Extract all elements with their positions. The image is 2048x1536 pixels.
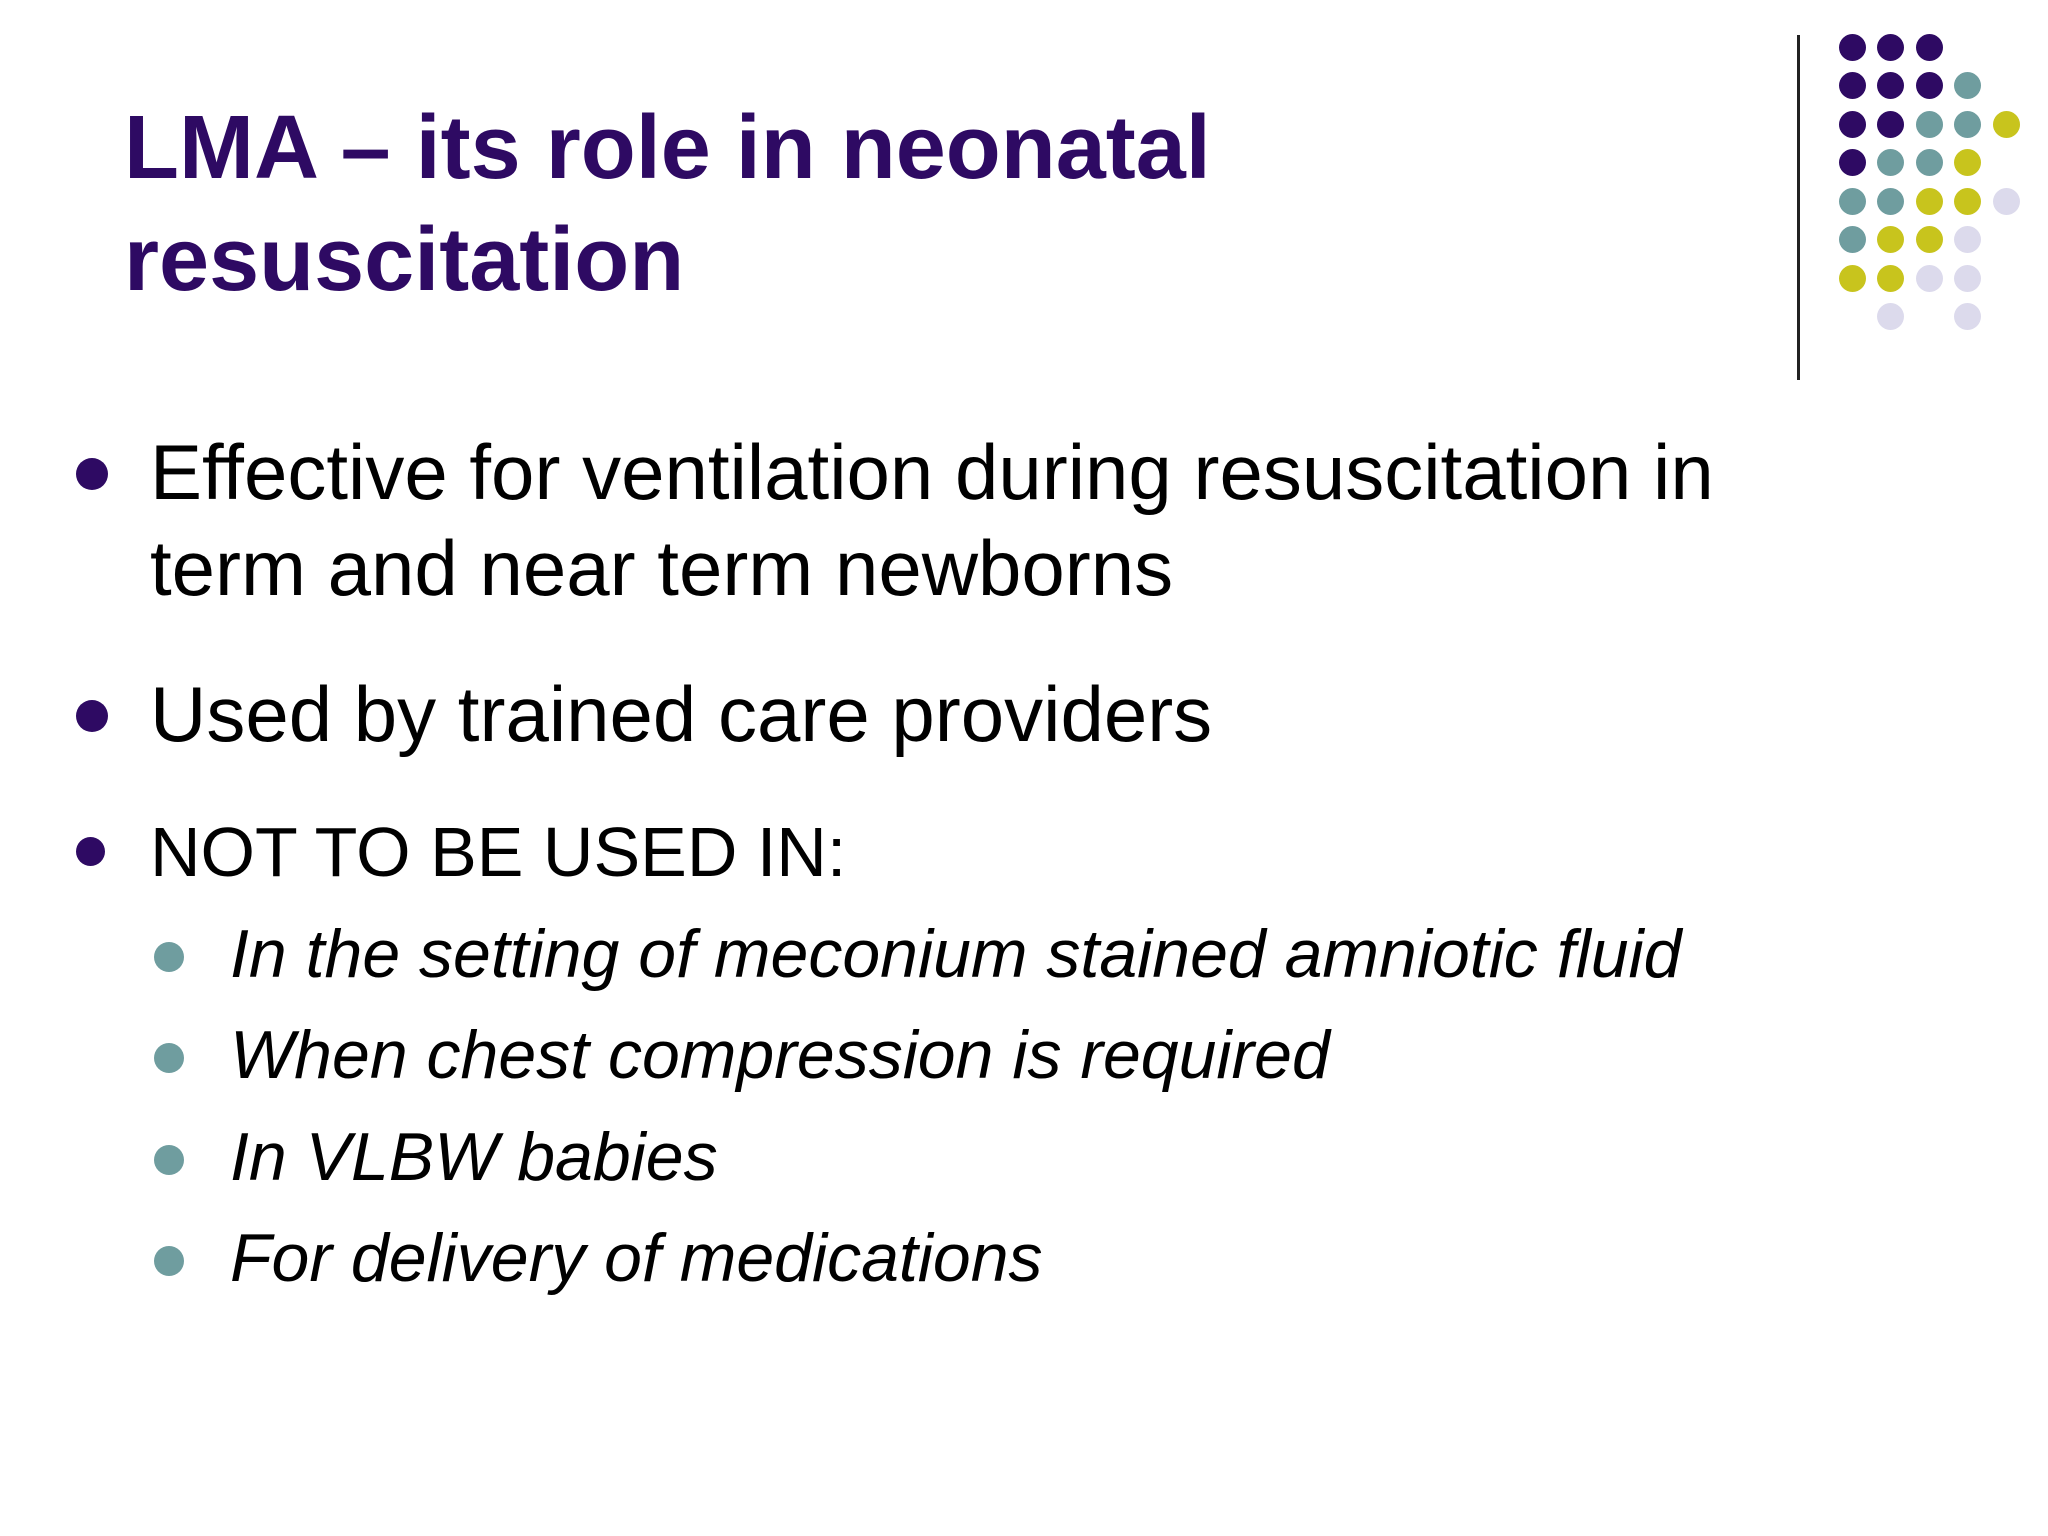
sub-bullet-marker: [154, 1246, 184, 1276]
slide-title: [124, 92, 1684, 316]
bullet-item: [150, 666, 1910, 762]
decorative-dot: [1877, 303, 1904, 330]
divider-line: [1797, 35, 1800, 380]
decorative-dot: [1954, 226, 1981, 253]
decorative-dot: [1954, 303, 1981, 330]
sub-bullet-item: [230, 1216, 1930, 1300]
decorative-dot: [1877, 149, 1904, 176]
decorative-dot: [1839, 188, 1866, 215]
bullet-marker: [76, 700, 108, 732]
decorative-dot: [1839, 111, 1866, 138]
decorative-dot: [1954, 265, 1981, 292]
decorative-dot: [1839, 265, 1866, 292]
decorative-dot: [1954, 149, 1981, 176]
decorative-dot: [1916, 72, 1943, 99]
decorative-dot: [1839, 34, 1866, 61]
sub-bullet-marker: [154, 1145, 184, 1175]
decorative-dot: [1839, 226, 1866, 253]
decorative-dot: [1877, 226, 1904, 253]
slide-title-line: LMA – its role in neonatal: [124, 98, 1211, 198]
sub-bullet-text: When chest compression is required: [230, 1017, 1330, 1093]
decorative-dot: [1954, 188, 1981, 215]
sub-bullet-item: [230, 1013, 1930, 1097]
sub-bullet-item: [230, 1115, 1930, 1199]
decorative-dot: [1916, 34, 1943, 61]
decorative-dot: [1916, 188, 1943, 215]
bullet-item: [150, 807, 1910, 897]
decorative-dot: [1916, 226, 1943, 253]
sub-bullet-text: For delivery of medications: [230, 1220, 1043, 1296]
decorative-dot: [1993, 188, 2020, 215]
sub-bullet-text: In the setting of meconium stained amniotic fluid: [230, 916, 1682, 992]
sub-bullet-text: In VLBW babies: [230, 1119, 718, 1195]
decorative-dot: [1993, 111, 2020, 138]
bullet-text-line: Effective for ventilation during resuscitation in: [150, 428, 1714, 516]
decorative-dot: [1877, 265, 1904, 292]
decorative-dot: [1916, 149, 1943, 176]
decorative-dot: [1877, 72, 1904, 99]
decorative-dot: [1839, 149, 1866, 176]
decorative-dot: [1954, 111, 1981, 138]
bullet-text-line: Used by trained care providers: [150, 670, 1213, 758]
decorative-dot: [1954, 72, 1981, 99]
bullet-text-line: NOT TO BE USED IN:: [150, 813, 847, 891]
bullet-marker: [76, 837, 105, 866]
bullet-text-line: term and near term newborns: [150, 524, 1174, 612]
decorative-dot: [1877, 111, 1904, 138]
bullet-item: [150, 424, 1910, 616]
sub-bullet-marker: [154, 1043, 184, 1073]
decorative-dot: [1877, 34, 1904, 61]
decorative-dot: [1916, 265, 1943, 292]
decorative-dot: [1916, 111, 1943, 138]
sub-bullet-marker: [154, 942, 184, 972]
slide-title-line: resuscitation: [124, 210, 685, 310]
decorative-dot: [1877, 188, 1904, 215]
decorative-dot: [1839, 72, 1866, 99]
sub-bullet-item: [230, 912, 1930, 996]
bullet-marker: [76, 458, 108, 490]
